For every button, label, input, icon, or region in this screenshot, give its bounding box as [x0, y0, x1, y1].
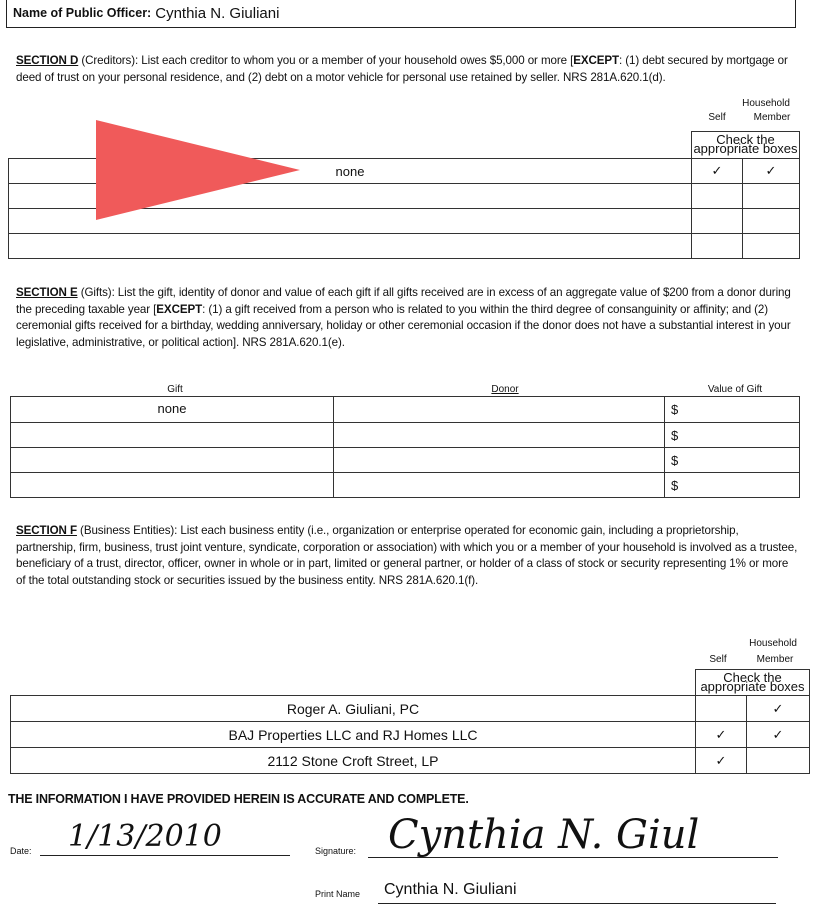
section-d-self-header: Self	[708, 112, 726, 123]
entity-member-check[interactable]: ✓	[747, 696, 810, 722]
date-field[interactable]: 1/13/2010	[40, 818, 290, 856]
table-row	[11, 696, 810, 722]
entity-name[interactable]: 2112 Stone Croft Street, LP	[11, 748, 696, 774]
section-f-self-header: Self	[709, 654, 727, 665]
entity-name[interactable]: Roger A. Giuliani, PC	[11, 696, 696, 722]
table-row	[11, 722, 810, 748]
creditor-member-check[interactable]	[743, 209, 800, 234]
table-row	[9, 234, 800, 259]
pointer-arrow-icon	[90, 116, 310, 224]
section-d-title: SECTION D	[16, 54, 79, 67]
creditor-name[interactable]: none	[9, 159, 692, 184]
creditor-self-check[interactable]	[692, 234, 743, 259]
entity-self-check[interactable]: ✓	[696, 722, 747, 748]
section-f-title: SECTION F	[16, 524, 77, 537]
section-e-title: SECTION E	[16, 286, 78, 299]
section-d-text	[16, 53, 796, 86]
entity-member-check[interactable]	[747, 748, 810, 774]
section-f-member-header: Member	[756, 654, 794, 665]
table-row	[11, 397, 800, 423]
table-row	[11, 448, 800, 473]
gift-column-header: Gift	[167, 384, 183, 395]
section-e-body-1: (Gifts): List the gift, identity of donor and value of each gift if all gifts received are in excess of an aggregate value of $200 from a donor during the preceding taxable year [	[16, 286, 791, 316]
section-f-text	[16, 523, 800, 589]
signature-label: Signature:	[315, 846, 357, 856]
section-d-except: EXCEPT	[573, 54, 619, 67]
entity-name[interactable]: BAJ Properties LLC and RJ Homes LLC	[11, 722, 696, 748]
certification-statement: THE INFORMATION I HAVE PROVIDED HEREIN IS ACCURATE AND COMPLETE.	[8, 792, 469, 806]
donor-column-header: Donor	[491, 384, 519, 395]
entity-self-check[interactable]	[696, 696, 747, 722]
value-column-header: Value of Gift	[707, 384, 763, 395]
gift-cell[interactable]: none	[11, 397, 334, 423]
date-label: Date:	[10, 846, 32, 856]
section-d-body-1: (Creditors): List each creditor to whom you or a member of your household owes $5,000 or more [	[78, 54, 574, 67]
creditor-self-check[interactable]	[692, 209, 743, 234]
section-d-household-header: Household	[742, 98, 790, 109]
officer-name-label: Name of Public Officer:	[13, 6, 152, 20]
gift-value-cell[interactable]: $	[665, 397, 800, 423]
section-d-body-2: : (1) debt secured by mortgage or deed of trust on your personal residence, and (2) debt on a motor vehicle for personal use retained by seller. NRS 281A.620.1(d).	[16, 54, 788, 84]
officer-name-value: Cynthia N. Giuliani	[155, 4, 280, 22]
entity-member-check[interactable]: ✓	[747, 722, 810, 748]
section-e-except: EXCEPT	[156, 302, 203, 316]
table-row	[11, 473, 800, 498]
section-f-body: (Business Entities): List each business entity (i.e., organization or enterprise operated for economic gain, including a proprietorship, partnership, firm, business, trust joint venture, syndicate, corporation or association) with which you or a member of your household is involved as a trustee, beneficiary of a trust, director, officer, owner in whole or in part, limited or general partner, or holder of a class of stock or security representing 1% or more of the total outstanding stock or securities issued by the business entity. NRS 281A.620.1(f).	[16, 524, 798, 587]
donor-cell[interactable]	[334, 473, 665, 498]
donor-cell[interactable]	[334, 448, 665, 473]
gift-cell[interactable]	[11, 448, 334, 473]
section-f-household-header: Household	[749, 638, 797, 649]
business-entities-table	[10, 669, 810, 774]
gift-value-cell[interactable]: $	[665, 473, 800, 498]
section-d-member-header: Member	[753, 112, 791, 123]
creditor-member-check[interactable]	[743, 184, 800, 209]
print-name-field[interactable]: Cynthia N. Giuliani	[378, 878, 776, 904]
gift-value-cell[interactable]: $	[665, 448, 800, 473]
officer-name-box	[6, 0, 796, 28]
gift-cell[interactable]	[11, 423, 334, 448]
section-f-check-note: Check the appropriate boxes	[696, 670, 810, 696]
creditor-self-check[interactable]: ✓	[692, 159, 743, 184]
gifts-table	[10, 396, 800, 498]
signature-field[interactable]: Cynthia N. Giul	[368, 812, 778, 858]
creditor-member-check[interactable]	[743, 234, 800, 259]
table-row	[11, 748, 810, 774]
gift-cell[interactable]	[11, 473, 334, 498]
entity-self-check[interactable]: ✓	[696, 748, 747, 774]
section-e-body-2: : (1) a gift received from a person who is related to you within the third degree of consanguinity or affinity; and (2) ceremonial gifts received for a birthday, wedding anniversary, holiday or other ceremonial occasion if the donor does not have a substantial interest in your legislative, administrative, or political action]. NRS 281A.620.1(e).	[16, 302, 791, 349]
creditor-self-check[interactable]	[692, 184, 743, 209]
creditor-name[interactable]	[9, 234, 692, 259]
print-name-label: Print Name	[315, 889, 361, 899]
section-e-text	[16, 285, 800, 351]
gift-value-cell[interactable]: $	[665, 423, 800, 448]
creditor-member-check[interactable]: ✓	[743, 159, 800, 184]
section-d-check-note: Check the appropriate boxes	[692, 132, 800, 159]
donor-cell[interactable]	[334, 423, 665, 448]
table-row	[11, 423, 800, 448]
donor-cell[interactable]	[334, 397, 665, 423]
